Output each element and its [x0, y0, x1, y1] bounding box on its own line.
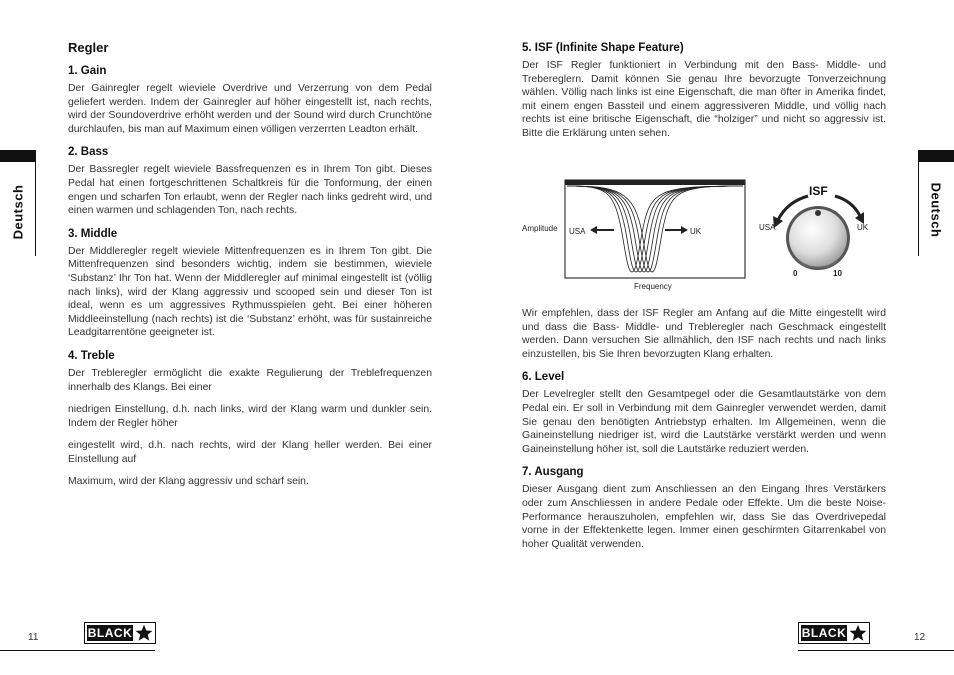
section-heading-level: 6. Level — [522, 371, 565, 384]
paragraph-treble-4: Maximum, wird der Klang aggressiv und scharf sein. — [68, 476, 309, 488]
tab-line — [35, 150, 36, 256]
isf-knob — [789, 209, 847, 267]
right-page-content — [522, 40, 886, 149]
footer-line-left — [0, 650, 155, 651]
knob-title: ISF — [809, 184, 828, 198]
section-heading-middle: 3. Middle — [68, 227, 118, 240]
logo-text: BLACK — [801, 626, 847, 640]
knob-usa-label: USA — [759, 223, 776, 232]
amplitude-label: Amplitude — [522, 224, 558, 233]
tab-label-left: Deutsch — [10, 184, 26, 240]
left-page-content — [68, 40, 432, 497]
eq-graph-bar — [565, 180, 745, 185]
isf-diagram — [522, 178, 886, 298]
tab-bar — [918, 150, 954, 162]
graph-usa-label: USA — [569, 227, 586, 236]
knob-uk-label: UK — [857, 223, 869, 232]
tab-line — [918, 150, 919, 256]
tab-label-right: Deutsch — [928, 182, 944, 238]
star-icon — [135, 624, 153, 642]
paragraph-treble-2: niedrigen Einstellung, d.h. nach links, wird der Klang warm und dunkler sein. Indem der Regler höher — [68, 404, 432, 429]
knob-max-label: 10 — [833, 269, 842, 278]
isf-diagram-svg — [522, 178, 886, 298]
paragraph-treble-3: eingestellt wird, d.h. nach rechts, wird der Klang heller werden. Bei einer Einstellung auf — [68, 440, 432, 465]
section-heading-isf: 5. ISF (Infinite Shape Feature) — [522, 42, 684, 54]
footer-line-right — [798, 650, 954, 651]
paragraph-ausgang: Dieser Ausgang dient zum Anschliessen an den Eingang Ihres Verstärkers oder zum Anschliessen in andere Pedale oder Effekte. Um die beste Noise-Performance herauszuholen, empfehlen wir, dass Sie das Overdrivepedal vorne in der Effektenkette legen. Immer einen geschirmten Gitarrenkabel von hoher Qualität verwenden. — [522, 484, 886, 550]
brand-logo-left — [84, 622, 156, 644]
knob-indicator — [815, 210, 821, 216]
knob-min-label: 0 — [793, 269, 798, 278]
logo-text: BLACK — [87, 626, 133, 640]
right-page-lower — [522, 307, 886, 559]
paragraph-middle: Der Middleregler regelt wieviele Mittenfrequenzen es in Ihrem Ton gibt. Die Mittenfrequenzen sind besonders wichtig, indem sie bestimmen, wieviele ‘Substanz’ Ihr Ton hat. Wenn der Middleregler auf minimal eingestellt ist (völlig nach links), wird der Klang aggressiv und scooped sein und dieser Ton ist ideal, wenn es um aggressives Rythmusspielen geht. Bei einer höheren Middleeinstellung (nach rechts) ist die ‘Substanz’ erhöht, was für sustainreiche Leadgitarrentöne geeigneter ist. — [68, 245, 432, 339]
tab-bar — [0, 150, 36, 162]
paragraph-level: Der Levelregler stellt den Gesamtpegel oder die Gesamtlautstärke von dem Pedal ein. Er soll in Verbindung mit dem Gainregler verwendet werden, damit Sie genau den benötigten Antriebstyp erhalten. Im Allgemeinen, wenn die Gaineinstellung niedriger ist, wird die Lautstärke verstärkt werden und wenn Gaineinstellung höher ist, soll die Lautstärke reduziert werden. — [522, 389, 886, 455]
section-heading-ausgang: 7. Ausgang — [522, 466, 584, 479]
section-heading-gain: 1. Gain — [68, 65, 107, 77]
paragraph-bass: Der Bassregler regelt wieviele Bassfrequenzen es in Ihrem Ton gibt. Dieses Pedal hat einen fortgeschrittenen Schaltkreis für die Tonformung, der einen engen und scharfen Ton erlaubt, wenn der Regler nach links gedreht wird, und einen warmen und schlagenden Ton, nach rechts. — [68, 164, 432, 217]
graph-uk-label: UK — [690, 227, 702, 236]
right-curved-arrow — [835, 196, 860, 216]
side-tab-left — [0, 150, 36, 256]
paragraph-gain: Der Gainregler regelt wieviele Overdrive und Verzerrung von dem Pedal geliefert werden. Indem der Gainregler auf höher eingestellt ist, nach rechts, wird der Soundoverdrive erhöht werden und der Sound wird durch Crunchtöne durchlaufen, bis man auf Maximum einen völligen verzerrten Leadton erhält. — [68, 83, 432, 135]
page-title: Regler — [68, 40, 109, 55]
section-heading-treble: 4. Treble — [68, 349, 115, 362]
paragraph-treble-1: Der Trebleregler ermöglicht die exakte Regulierung der Treblefrequenzen innerhalb des Klangs. Bei einer — [68, 367, 432, 393]
section-heading-bass: 2. Bass — [68, 146, 109, 159]
page-number-left: 11 — [28, 632, 39, 643]
page-number-right: 12 — [914, 632, 926, 643]
side-tab-right — [918, 150, 954, 256]
star-icon — [849, 624, 867, 642]
frequency-label: Frequency — [634, 282, 672, 291]
paragraph-isf: Der ISF Regler funktioniert in Verbindung mit den Bass- Middle- und Trebereglern. Damit können Sie genau Ihre bevorzugte Tonverzeichnung wählen. Völlig nach links ist eine Eigenschaft, die man öfter in Amerika findet, mit einem engen Bassteil und einem aggressiveren Middle, und völlig nach rechts ist eine britische Eigenschaft, die “holziger” und nicht so aggressiv ist. Bitte die Erklärung unten sehen. — [522, 60, 886, 139]
brand-logo-right — [798, 622, 870, 644]
paragraph-recommendation: Wir empfehlen, dass der ISF Regler am Anfang auf die Mitte eingestellt wird und dass die Bass- Middle- und Trebleregler nach Geschmack eingestellt werden. Dann versuchen Sie allmählich, den ISF nach rechts und nach links einzustellen, bis Sie Ihren bevorzugten Klang erhalten. — [522, 308, 886, 360]
